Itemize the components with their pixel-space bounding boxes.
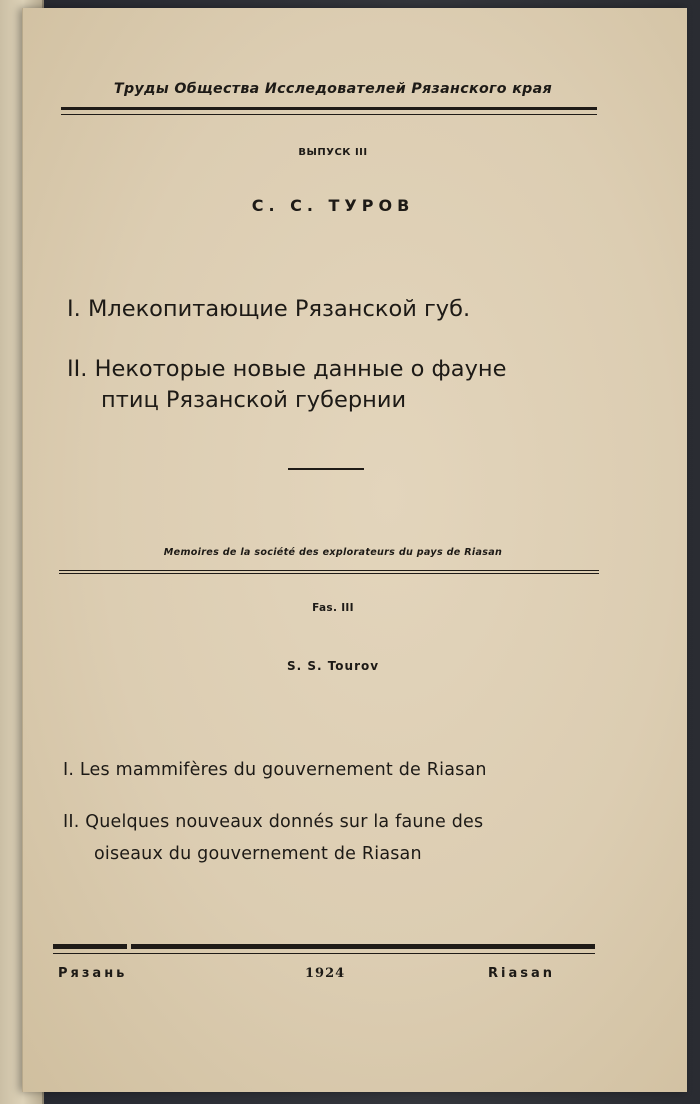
title-fr-1: I. Les mammifères du gouvernement de Riasan xyxy=(63,760,487,780)
mid-rule-2 xyxy=(59,573,599,574)
divider-short xyxy=(288,468,364,470)
title-page xyxy=(22,8,687,1092)
imprint-city-fr: Riasan xyxy=(488,966,556,981)
title-fr-2b: oiseaux du gouvernement de Riasan xyxy=(94,844,422,864)
title-ru-2a: II. Некоторые новые данные о фауне xyxy=(67,356,507,382)
footer-rule-thin xyxy=(53,953,595,954)
header-rule-thin xyxy=(61,114,597,115)
footer-rule-left xyxy=(53,944,127,949)
mid-rule-1 xyxy=(59,570,599,571)
author-fr: S. S. Tourov xyxy=(286,659,380,673)
issue-number-ru: ВЫПУСК III xyxy=(298,147,368,158)
header-rule-thick xyxy=(61,107,597,110)
title-ru-2b: птиц Рязанской губернии xyxy=(101,387,407,413)
series-title-fr: Memoires de la société des explorateurs du pays de Riasan xyxy=(163,547,503,558)
imprint-city-ru: Рязань xyxy=(58,966,128,981)
footer-rule-right xyxy=(131,944,595,949)
series-title-ru: Труды Общества Исследователей Рязанского края xyxy=(113,81,553,97)
author-ru: С. С. ТУРОВ xyxy=(251,196,415,215)
title-fr-2a: II. Quelques nouveaux donnés sur la faune des xyxy=(63,812,484,832)
title-ru-1: I. Млекопитающие Рязанской губ. xyxy=(67,296,471,322)
fascicle-fr: Fas. III xyxy=(312,602,354,614)
imprint-year: 1924 xyxy=(305,966,346,981)
